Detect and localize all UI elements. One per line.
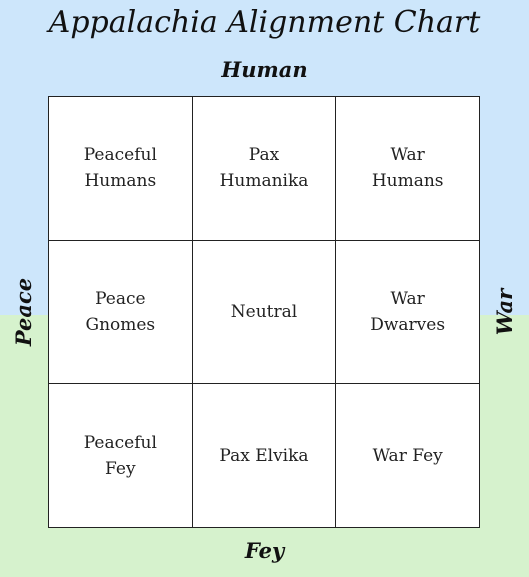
alignment-grid <box>48 96 480 528</box>
axis-label-left: Peace <box>11 277 36 347</box>
axis-label-right: War <box>492 288 517 336</box>
cell-peace-gnomes: Peace Gnomes <box>49 241 193 385</box>
cell-peaceful-humans: Peaceful Humans <box>49 97 193 241</box>
cell-war-fey: War Fey <box>336 384 480 528</box>
cell-pax-humanika: Pax Humanika <box>193 97 337 241</box>
cell-peaceful-fey: Peaceful Fey <box>49 384 193 528</box>
axis-label-top: Human <box>221 57 308 82</box>
cell-pax-elvika: Pax Elvika <box>193 384 337 528</box>
cell-neutral: Neutral <box>193 241 337 385</box>
cell-war-humans: War Humans <box>336 97 480 241</box>
axis-label-bottom: Fey <box>244 538 285 563</box>
chart-title: Appalachia Alignment Chart <box>48 5 481 40</box>
cell-war-dwarves: War Dwarves <box>336 241 480 385</box>
